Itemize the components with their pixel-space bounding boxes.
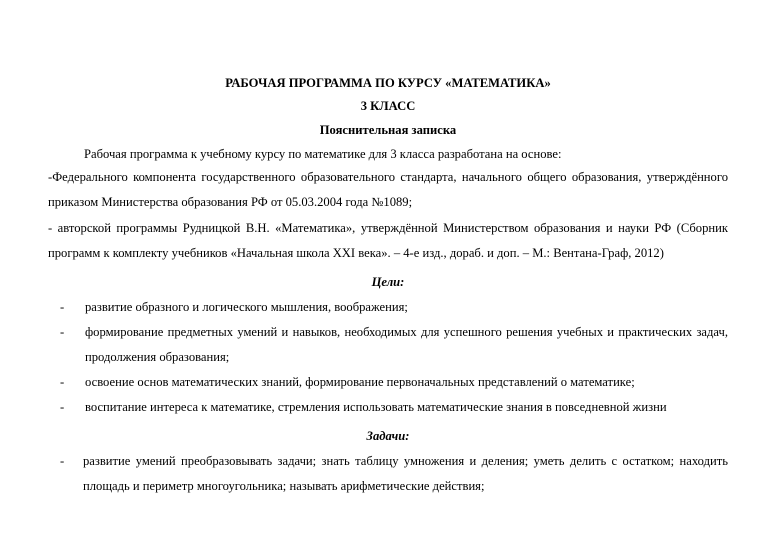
goals-heading: Цели: xyxy=(371,275,405,289)
list-item xyxy=(48,320,728,370)
grade-label: 3 КЛАСС xyxy=(360,99,416,113)
basis-item-2: - авторской программы Рудницкой В.Н. «Математика», утверждённой Министерством образования и науки РФ (Сборник программ к комплекту учебников «Начальная школа XXI века». – 4-е изд., дораб. и доп. – М.: Вентана-Граф, 2012) xyxy=(48,221,728,260)
list-dash: - xyxy=(60,400,65,414)
list-item xyxy=(48,295,728,320)
goals-list xyxy=(48,295,728,420)
list-item xyxy=(48,449,728,499)
list-dash: - xyxy=(60,325,65,339)
goal-text: развитие образного и логического мышления, воображения; xyxy=(85,300,408,314)
goal-text: воспитание интереса к математике, стремления использовать математические знания в повседневной жизни xyxy=(85,400,667,414)
section-heading: Пояснительная записка xyxy=(319,123,457,137)
document-page xyxy=(48,72,728,499)
list-item xyxy=(48,370,728,395)
document-title: РАБОЧАЯ ПРОГРАММА ПО КУРСУ «МАТЕМАТИКА» xyxy=(225,76,551,90)
goal-text: освоение основ математических знаний, формирование первоначальных представлений о математике; xyxy=(85,375,635,389)
list-dash: - xyxy=(60,375,65,389)
list-dash: - xyxy=(60,454,65,468)
task-text: развитие умений преобразовывать задачи; знать таблицу умножения и деления; уметь делить с остатком; находить площадь и периметр многоугольника; называть арифметические действия; xyxy=(83,454,728,493)
list-dash: - xyxy=(60,300,65,314)
list-item xyxy=(48,395,728,420)
tasks-heading: Задачи: xyxy=(366,429,410,443)
basis-item-1: -Федерального компонента государственного образовательного стандарта, начального общего образования, утверждённого приказом Министерства образования РФ от 05.03.2004 года №1089; xyxy=(48,170,728,209)
goal-text: формирование предметных умений и навыков, необходимых для успешного решения учебных и практических задач, продолжения образования; xyxy=(85,325,728,364)
tasks-list xyxy=(48,449,728,499)
intro-paragraph: Рабочая программа к учебному курсу по математике для 3 класса разработана на основе: xyxy=(84,147,562,161)
